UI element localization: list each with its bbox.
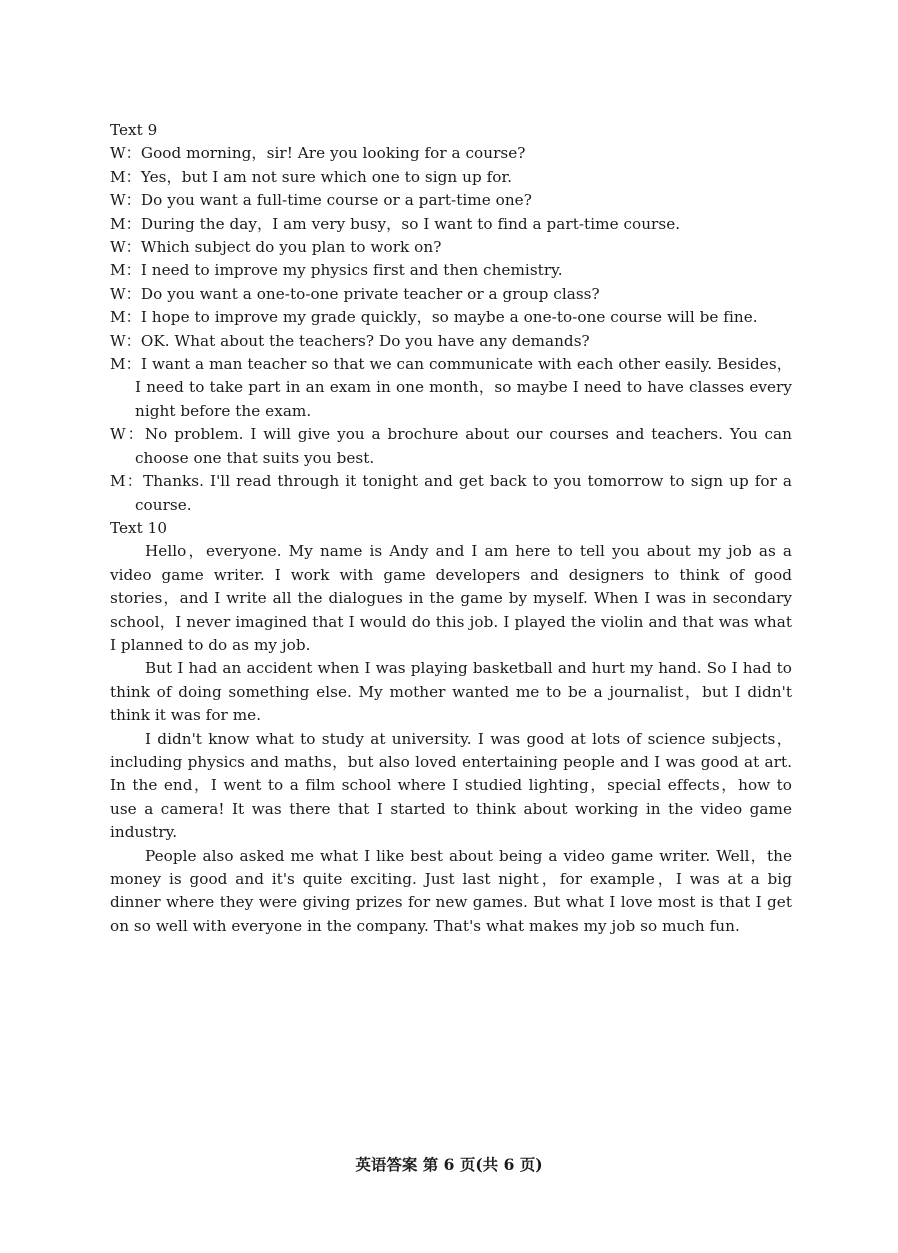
dialogue-text: I hope to improve my grade quickly，so maybe a one-to-one course will be fine. [140,308,758,327]
passage-paragraph: I didn't know what to study at university. I was good at lots of science subjects，including physics and maths，but also loved entertaining people and I was good at art. In the end，I went to a film school where I studied lighting，special effects，how to use a camera! It was there that I started to think about working in the video game industry. [110,729,792,842]
speaker-label: W： [110,144,141,163]
dialogue-text: Yes，but I am not sure which one to sign up for. [140,167,512,186]
dialogue-line [110,423,792,470]
dialogue-line [110,213,792,236]
dialogue-line [110,142,792,165]
dialogue-text: Do you want a full-time course or a part-time one? [140,191,532,210]
dialogue-text: During the day，I am very busy，so I want to find a part-time course. [140,214,681,233]
dialogue-line [110,283,792,306]
dialogue-line [110,166,792,189]
speaker-label: W： [110,425,145,444]
passage-paragraph: People also asked me what I like best about being a video game writer. Well，the money is good and it's quite exciting. Just last night，for example，I was at a big dinner where they were giving prizes for new games. But what I love most is that I get on so well with everyone in the company. That's what makes my job so much fun. [110,846,792,935]
speaker-label: W： [110,331,141,350]
dialogue-text: OK. What about the teachers? Do you have any demands? [140,331,590,350]
speaker-label: W： [110,238,141,257]
dialogue-line [110,353,792,423]
document-body [110,119,792,938]
passage-paragraph: But I had an accident when I was playing basketball and hurt my hand. So I had to think of doing something else. My mother wanted me to be a journalist，but I didn't think it was for me. [110,659,792,725]
dialogue-line [110,306,792,329]
text9-dialogue [110,142,792,517]
page-footer: 英语答案 第 6 页(共 6 页) [355,1155,543,1174]
speaker-label: M： [110,355,141,374]
dialogue-text: Thanks. I'll read through it tonight and get back to you tomorrow to sign up for a course. [135,472,792,514]
dialogue-text: Do you want a one-to-one private teacher or a group class? [140,284,600,303]
dialogue-text: No problem. I will give you a brochure about our courses and teachers. You can choose one that suits you best. [135,425,792,467]
speaker-label: M： [110,308,141,327]
speaker-label: W： [110,284,141,303]
dialogue-line [110,236,792,259]
dialogue-line [110,259,792,282]
dialogue-line [110,330,792,353]
speaker-label: M： [110,214,141,233]
dialogue-text: Which subject do you plan to work on? [140,238,442,257]
text9-heading: Text 9 [110,121,158,139]
speaker-label: W： [110,191,141,210]
dialogue-text: I need to improve my physics first and then chemistry. [140,261,563,280]
speaker-label: M： [110,261,141,280]
text10-heading: Text 10 [110,518,168,537]
dialogue-text: I want a man teacher so that we can communicate with each other easily. Besides，I need to take part in an exam in one month，so maybe I need to have classes every night before the exam. [135,355,792,420]
dialogue-line [110,470,792,517]
speaker-label: M： [110,472,144,491]
passage-paragraph: Hello，everyone. My name is Andy and I am here to tell you about my job as a video game writer. I work with game developers and designers to think of good stories，and I write all the dialogues in the game by myself. When I was in secondary school，I never imagined that I would do this job. I played the violin and that was what I planned to do as my job. [110,542,792,654]
text10-passage [110,540,792,938]
dialogue-text: Good morning，sir! Are you looking for a course? [140,144,526,163]
dialogue-line [110,189,792,212]
speaker-label: M： [110,167,141,186]
